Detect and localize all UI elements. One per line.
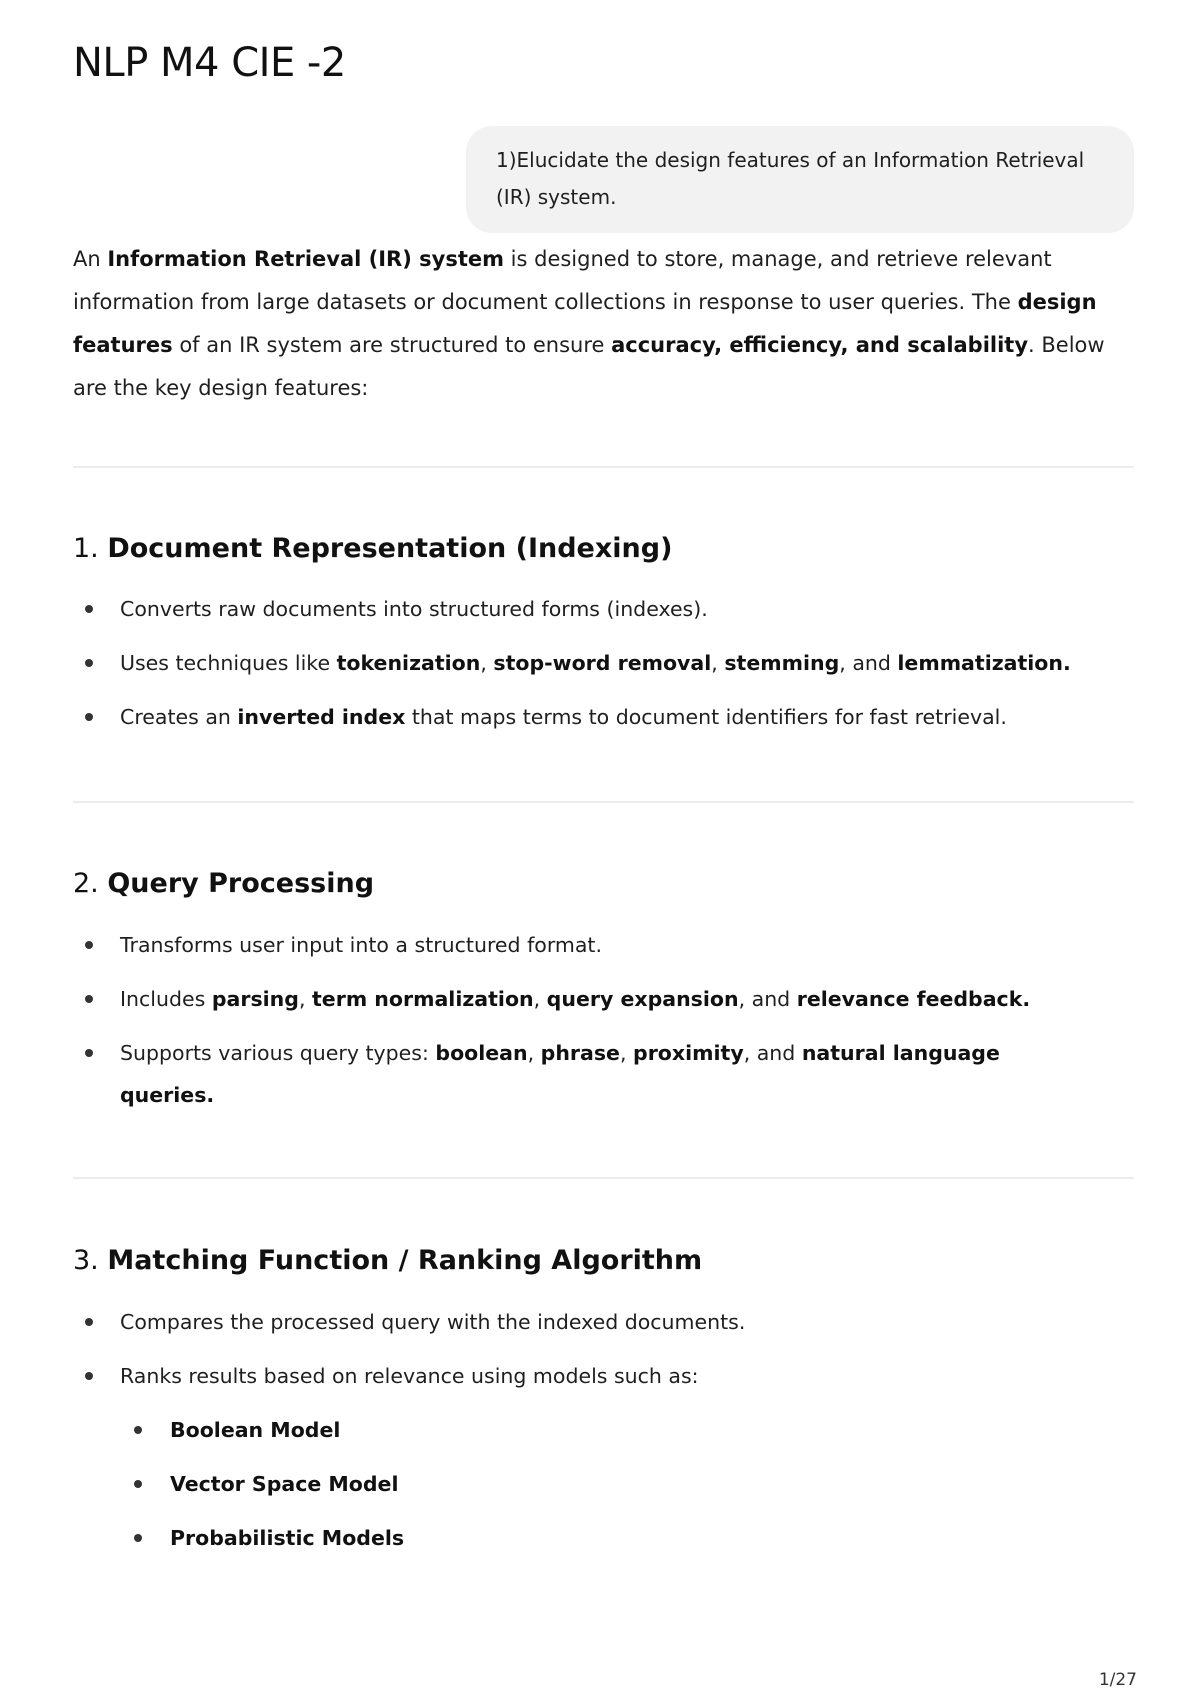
item-text: , and xyxy=(743,1041,802,1065)
item-text: , xyxy=(480,651,494,675)
item-bold: boolean xyxy=(435,1041,528,1065)
item-bold: relevance feedback xyxy=(796,987,1023,1011)
indexing-list xyxy=(73,588,1134,750)
page-number: 1/27 xyxy=(1098,1670,1137,1690)
item-bold: stop-word removal xyxy=(493,651,712,675)
list-item-boolean-model: Boolean Model xyxy=(120,1409,1134,1451)
list-item xyxy=(73,588,1134,630)
list-item xyxy=(73,1355,1134,1559)
list-item xyxy=(73,978,1134,1020)
item-text: , xyxy=(533,987,547,1011)
item-text: , xyxy=(298,987,312,1011)
item-bold: stemming xyxy=(724,651,840,675)
item-text: Supports various query types: xyxy=(120,1041,436,1065)
section-divider xyxy=(73,466,1134,468)
item-bold: inverted index xyxy=(237,705,406,729)
list-item xyxy=(73,642,1134,684)
item-text: , and xyxy=(738,987,797,1011)
intro-text: is designed to store, manage, and retrieve relevant information from large datasets or document collections in response to user queries. The xyxy=(73,247,1052,314)
list-item xyxy=(73,1032,1100,1116)
item-bold: natural language queries xyxy=(120,1041,1000,1107)
query-processing-list xyxy=(73,924,1134,1128)
section-heading-ranking xyxy=(73,1245,702,1276)
user-question-bubble: 1)Elucidate the design features of an Information Retrieval (IR) system. xyxy=(466,126,1134,233)
section-title: Document Representation (Indexing) xyxy=(107,533,673,564)
item-text: Includes xyxy=(120,987,212,1011)
section-heading-indexing xyxy=(73,533,672,564)
intro-text: of an IR system are structured to ensure xyxy=(172,333,612,357)
intro-text: An xyxy=(73,247,108,271)
section-number: 3. xyxy=(73,1245,108,1276)
intro-bold: design features xyxy=(73,290,1097,357)
list-item-probabilistic-models: Probabilistic Models xyxy=(120,1517,1134,1559)
item-text: , xyxy=(527,1041,541,1065)
item-text: , and xyxy=(839,651,898,675)
item-text: Transforms user input into a structured format. xyxy=(120,933,602,957)
ranking-models-list xyxy=(120,1409,1134,1559)
item-text: Converts raw documents into structured forms (indexes). xyxy=(120,597,708,621)
ranking-list xyxy=(73,1301,1134,1571)
item-bold: tokenization xyxy=(336,651,481,675)
section-divider xyxy=(73,801,1134,803)
list-item xyxy=(73,1301,1134,1343)
section-title: Query Processing xyxy=(107,868,375,899)
item-text: . xyxy=(1022,987,1031,1011)
item-text: , xyxy=(619,1041,634,1065)
item-bold: lemmatization xyxy=(897,651,1063,675)
section-title: Matching Function / Ranking Algorithm xyxy=(107,1245,703,1276)
intro-paragraph xyxy=(73,238,1134,410)
item-text: Compares the processed query with the indexed documents. xyxy=(120,1310,746,1334)
item-text: that maps terms to document identifiers for fast retrieval. xyxy=(405,705,1007,729)
page-title: NLP M4 CIE -2 xyxy=(73,40,346,86)
intro-text: . Below are the key design features: xyxy=(73,333,1105,400)
list-item xyxy=(73,696,1134,738)
item-bold: proximity xyxy=(633,1041,744,1065)
item-text: Ranks results based on relevance using models such as: xyxy=(120,1364,699,1388)
intro-bold: Information Retrieval (IR) system xyxy=(107,247,504,271)
section-number: 2. xyxy=(73,868,108,899)
item-bold: term normalization xyxy=(312,987,534,1011)
section-number: 1. xyxy=(73,533,108,564)
item-text: Uses techniques like xyxy=(120,651,337,675)
item-bold: phrase xyxy=(540,1041,620,1065)
list-item-vector-space-model: Vector Space Model xyxy=(120,1463,1134,1505)
item-text: . xyxy=(1063,651,1071,675)
section-divider xyxy=(73,1177,1134,1179)
item-text: , xyxy=(711,651,725,675)
section-heading-query-processing xyxy=(73,868,374,899)
intro-bold: accuracy, efficiency, and scalability xyxy=(611,333,1029,357)
item-bold: parsing xyxy=(211,987,299,1011)
list-item xyxy=(73,924,1134,966)
item-text: Creates an xyxy=(120,705,238,729)
item-bold: query expansion xyxy=(546,987,739,1011)
item-text: . xyxy=(206,1083,215,1107)
